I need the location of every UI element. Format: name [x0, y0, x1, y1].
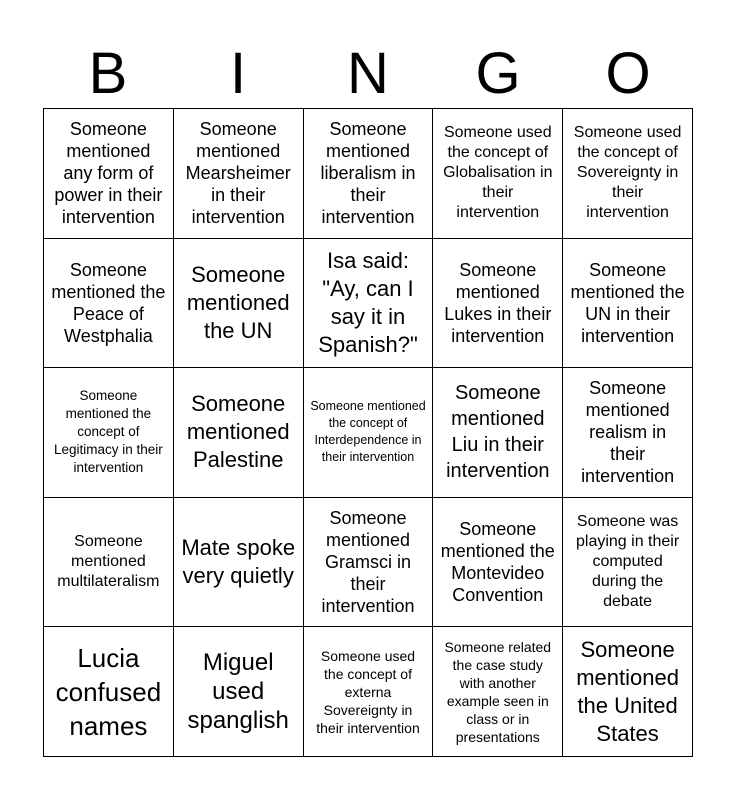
cell-text: Someone mentioned realism in their intervention — [581, 378, 675, 487]
cell-text: Someone related the case study with another example seen in class or in presentations — [444, 638, 552, 745]
header-letter-o: O — [605, 41, 651, 106]
header-letter-i: I — [229, 41, 247, 106]
bingo-cell[interactable] — [563, 498, 693, 628]
cell-text: Someone mentioned Liu in their intervention — [446, 382, 550, 483]
bingo-cell[interactable] — [174, 239, 304, 369]
bingo-cell[interactable] — [174, 368, 304, 498]
cell-text: Someone mentioned multilateralism — [57, 533, 160, 591]
bingo-cell[interactable] — [433, 368, 563, 498]
bingo-cell[interactable] — [44, 239, 174, 369]
cell-text: Someone mentioned the concept of Interdependence in their intervention — [310, 399, 426, 465]
bingo-cell[interactable] — [304, 109, 434, 239]
bingo-cell[interactable] — [433, 239, 563, 369]
cell-text: Someone used the concept of Sovereignty in their intervention — [573, 124, 682, 222]
bingo-cell[interactable] — [304, 498, 434, 628]
cell-text: Someone mentioned the Peace of Westphalia — [51, 259, 166, 346]
bingo-cell[interactable] — [563, 109, 693, 239]
cell-text: Someone mentioned liberalism in their intervention — [320, 119, 416, 228]
bingo-cell[interactable] — [563, 368, 693, 498]
cell-text: Lucia confused names — [55, 642, 162, 741]
header-letter-n: N — [347, 41, 389, 106]
bingo-header — [43, 40, 693, 108]
bingo-cell[interactable] — [44, 627, 174, 757]
cell-text: Someone mentioned the United States — [576, 636, 679, 746]
bingo-cell[interactable] — [563, 627, 693, 757]
bingo-cell[interactable] — [304, 239, 434, 369]
cell-text: Isa said: "Ay, can I say it in Spanish?" — [318, 247, 418, 357]
bingo-cell[interactable] — [433, 498, 563, 628]
bingo-grid — [43, 108, 693, 757]
cell-text: Someone mentioned the Montevideo Convention — [440, 519, 555, 606]
cell-text: Someone mentioned the UN — [186, 261, 290, 343]
cell-text: Someone mentioned Mearsheimer in their intervention — [185, 119, 291, 228]
header-letter-b: B — [88, 41, 128, 106]
cell-text: Someone mentioned the UN in their intervention — [570, 259, 685, 346]
cell-text: Someone mentioned the concept of Legitimacy in their intervention — [53, 388, 163, 476]
bingo-cell[interactable] — [433, 109, 563, 239]
header-letter-g: G — [475, 41, 521, 106]
bingo-cell[interactable] — [44, 498, 174, 628]
bingo-cell[interactable] — [44, 109, 174, 239]
bingo-cell[interactable] — [433, 627, 563, 757]
bingo-cell[interactable] — [304, 627, 434, 757]
cell-text: Someone mentioned any form of power in their intervention — [54, 119, 163, 228]
bingo-cell[interactable] — [174, 627, 304, 757]
cell-text: Someone was playing in their computed during the debate — [576, 513, 680, 611]
cell-text: Miguel used spanglish — [187, 649, 289, 735]
cell-text: Someone used the concept of Globalisation in their intervention — [443, 124, 553, 222]
cell-text: Someone mentioned Lukes in their intervention — [444, 259, 552, 346]
cell-text: Mate spoke very quietly — [181, 535, 296, 589]
bingo-cell[interactable] — [563, 239, 693, 369]
cell-text: Someone used the concept of externa Sovereignty in their intervention — [316, 647, 420, 736]
bingo-cell[interactable] — [174, 109, 304, 239]
bingo-cell[interactable] — [44, 368, 174, 498]
bingo-cell[interactable] — [304, 368, 434, 498]
bingo-cell[interactable] — [174, 498, 304, 628]
cell-text: Someone mentioned Gramsci in their intervention — [321, 508, 415, 617]
cell-text: Someone mentioned Palestine — [186, 391, 290, 473]
